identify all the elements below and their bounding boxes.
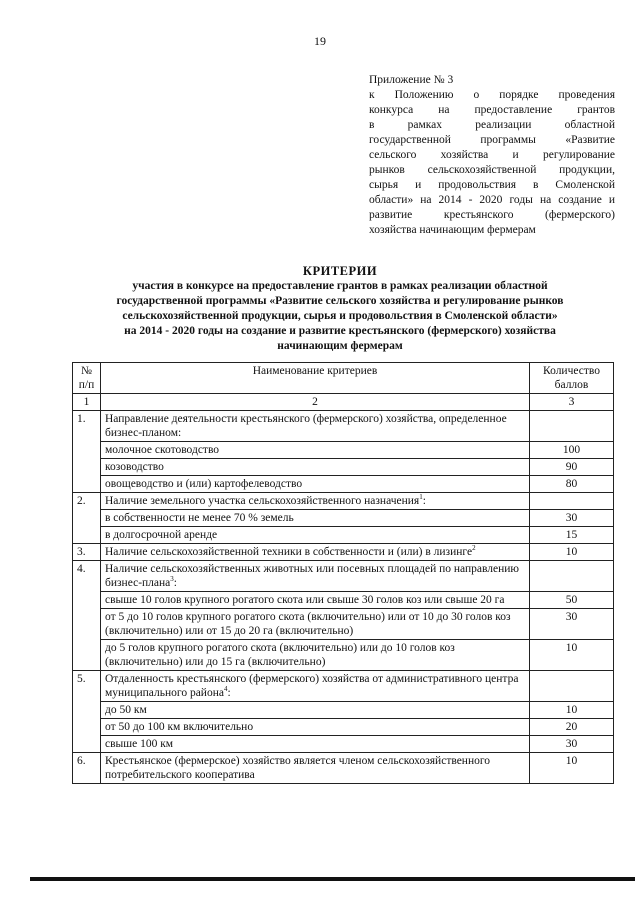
- criterion-option-row: [73, 719, 614, 736]
- criterion-option-text: овощеводство и (или) картофелеводство: [101, 476, 530, 493]
- criterion-option-text: до 50 км: [101, 702, 530, 719]
- appendix-line: рынков сельскохозяйственной продукции,: [369, 164, 615, 176]
- criterion-option-text: до 5 голов крупного рогатого скота (включительно) или до 10 голов коз (включительно) или до 15 га (включительно): [101, 640, 530, 671]
- colnum-3: 3: [530, 394, 614, 411]
- criterion-title: [101, 544, 530, 561]
- table-colnum-row: [73, 394, 614, 411]
- criteria-table: [72, 362, 614, 784]
- criterion-number: 3.: [73, 544, 101, 561]
- criterion-title: [101, 493, 530, 510]
- criterion-number: 6.: [73, 753, 101, 784]
- criterion-row: [73, 493, 614, 510]
- criterion-option-row: [73, 702, 614, 719]
- criterion-title-text: Наличие сельскохозяйственной техники в собственности и (или) в лизинге: [105, 546, 473, 558]
- criterion-row: [73, 411, 614, 442]
- criterion-title-text: Направление деятельности крестьянского (фермерского) хозяйства, определенное бизнес-планом:: [105, 413, 507, 439]
- criterion-option-row: [73, 476, 614, 493]
- criterion-option-text: в долгосрочной аренде: [101, 527, 530, 544]
- criterion-option-score: 30: [530, 510, 614, 527]
- criterion-option-score: 90: [530, 459, 614, 476]
- criterion-row: [73, 753, 614, 784]
- criterion-option-score: 15: [530, 527, 614, 544]
- appendix-line: области» на 2014 - 2020 годы на создание и: [369, 194, 615, 206]
- criterion-row: [73, 561, 614, 592]
- colnum-2: 2: [101, 394, 530, 411]
- criterion-number: 1.: [73, 411, 101, 493]
- criterion-title: [101, 671, 530, 702]
- footnote-ref: 4: [223, 685, 228, 694]
- appendix-line: сырья и продовольствия в Смоленской: [369, 179, 615, 191]
- criterion-option-score: 50: [530, 592, 614, 609]
- criterion-option-score: 30: [530, 736, 614, 753]
- appendix-line: конкурса на предоставление грантов: [369, 104, 615, 116]
- criterion-option-score: 30: [530, 609, 614, 640]
- criterion-row: [73, 544, 614, 561]
- criterion-score: 10: [530, 544, 614, 561]
- subtitle-line: государственной программы «Развитие сельского хозяйства и регулирование рынков: [116, 295, 564, 307]
- appendix-note: [369, 73, 615, 238]
- criterion-number: 4.: [73, 561, 101, 671]
- footnote-ref: 1: [419, 493, 423, 502]
- footnote-ref: 3: [170, 575, 174, 584]
- document-title: КРИТЕРИИ: [302, 264, 378, 278]
- criterion-score: [530, 561, 614, 592]
- header-num: № п/п: [73, 363, 101, 394]
- criterion-number: 5.: [73, 671, 101, 753]
- criterion-option-score: 10: [530, 702, 614, 719]
- page-number: 19: [314, 34, 326, 48]
- subtitle-line: участия в конкурсе на предоставление грантов в рамках реализации областной: [132, 280, 548, 292]
- appendix-line: к Положению о порядке проведения: [369, 89, 615, 101]
- criterion-option-row: [73, 442, 614, 459]
- criterion-option-score: 100: [530, 442, 614, 459]
- appendix-line: хозяйства начинающим фермерам: [369, 224, 536, 236]
- table-header-row: [73, 363, 614, 394]
- footnote-ref: 2: [472, 544, 476, 553]
- colnum-1: 1: [73, 394, 101, 411]
- criterion-option-row: [73, 459, 614, 476]
- criterion-option-text: от 5 до 10 голов крупного рогатого скота (включительно) или от 10 до 30 голов коз (включительно) или от 15 до 20 га (включительно): [101, 609, 530, 640]
- appendix-line: развитие крестьянского (фермерского): [369, 209, 615, 221]
- criterion-option-text: свыше 10 голов крупного рогатого скота или свыше 30 голов коз или свыше 20 га: [101, 592, 530, 609]
- criterion-row: [73, 671, 614, 702]
- criterion-title-text: Наличие сельскохозяйственных животных или посевных площадей по направлению бизнес-плана: [105, 563, 520, 589]
- criterion-title-text: Наличие земельного участка сельскохозяйственного назначения: [105, 495, 420, 507]
- criterion-number: 2.: [73, 493, 101, 544]
- criterion-score: 10: [530, 753, 614, 784]
- criterion-option-score: 20: [530, 719, 614, 736]
- appendix-line: государственной программы «Развитие: [369, 134, 615, 146]
- criterion-option-row: [73, 592, 614, 609]
- criterion-option-row: [73, 609, 614, 640]
- header-name: Наименование критериев: [101, 363, 530, 394]
- criterion-option-score: 10: [530, 640, 614, 671]
- criterion-title-suffix: :: [227, 687, 231, 699]
- criterion-option-row: [73, 640, 614, 671]
- criterion-score: [530, 671, 614, 702]
- subtitle-line: сельскохозяйственной продукции, сырья и продовольствия в Смоленской области»: [122, 310, 558, 322]
- criterion-title: [101, 753, 530, 784]
- criterion-title: [101, 411, 530, 442]
- criterion-option-score: 80: [530, 476, 614, 493]
- appendix-line: сельского хозяйства и регулирование: [369, 149, 615, 161]
- criterion-title: [101, 561, 530, 592]
- bottom-rule: [30, 877, 635, 881]
- criterion-option-row: [73, 510, 614, 527]
- appendix-line: Приложение № 3: [369, 74, 454, 86]
- criterion-option-text: от 50 до 100 км включительно: [101, 719, 530, 736]
- criterion-title-suffix: :: [422, 495, 426, 507]
- criterion-title-text: Крестьянское (фермерское) хозяйство является членом сельскохозяйственного потребительского кооператива: [105, 755, 491, 781]
- criterion-option-row: [73, 736, 614, 753]
- criterion-score: [530, 493, 614, 510]
- criterion-option-text: свыше 100 км: [101, 736, 530, 753]
- subtitle-line: на 2014 - 2020 годы на создание и развитие крестьянского (фермерского) хозяйства: [124, 325, 556, 337]
- criterion-option-text: козоводство: [101, 459, 530, 476]
- criterion-option-text: молочное скотоводство: [101, 442, 530, 459]
- criterion-title-suffix: :: [173, 577, 177, 589]
- criterion-score: [530, 411, 614, 442]
- criterion-option-row: [73, 527, 614, 544]
- subtitle-line: начинающим фермерам: [277, 340, 403, 352]
- appendix-line: в рамках реализации областной: [369, 119, 615, 131]
- header-score: Количество баллов: [530, 363, 614, 394]
- criterion-title-text: Отдаленность крестьянского (фермерского) хозяйства от административного центра муниципального района: [105, 673, 519, 699]
- document-subtitle: [70, 279, 610, 354]
- criterion-option-text: в собственности не менее 70 % земель: [101, 510, 530, 527]
